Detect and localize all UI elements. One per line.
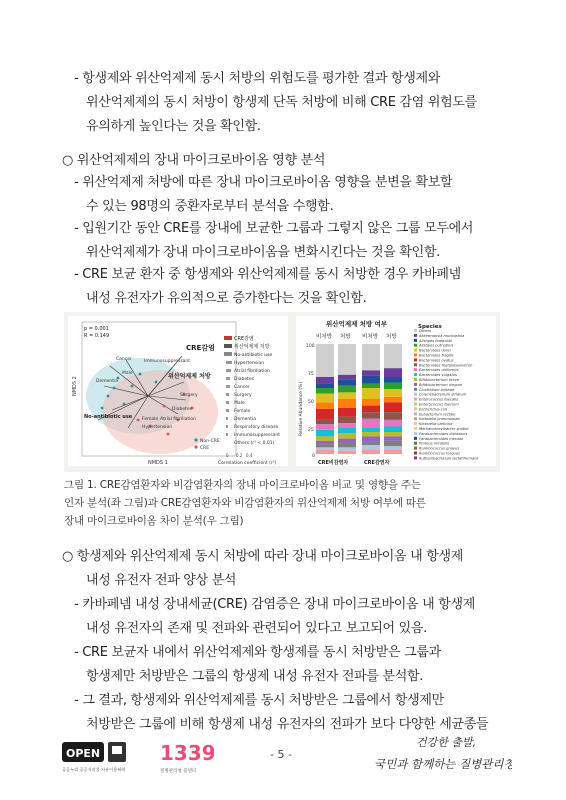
y-tick: 0 <box>312 454 315 459</box>
species-swatch <box>414 368 417 371</box>
bar-segment <box>316 409 334 420</box>
species-swatch <box>414 432 417 435</box>
bar-segment <box>338 399 356 408</box>
legend-item: No-antibiotic use <box>234 353 273 358</box>
bar-segment <box>338 443 356 447</box>
text-line: - 입원기간 동안 CRE를 장내에 보균한 그룹과 그렇지 않은 그룹 모두에서 <box>74 221 474 236</box>
figure-image <box>64 312 500 472</box>
factor-item: Diabetes <box>234 377 254 382</box>
arrow-label: Female <box>142 417 159 422</box>
open-license-badge <box>62 740 148 774</box>
bar-segment <box>362 406 380 413</box>
species-label: Bifidobacterium longum <box>419 382 463 387</box>
bar-segment <box>316 436 334 440</box>
text-line: - CRE 보균자 내에서 위산억제제와 항생제를 동시 처방받은 그룹과 <box>74 645 441 660</box>
bar-segment <box>384 427 402 433</box>
text-line: - 위산억제제 처방에 따른 장내 마이크로바이옴 영향을 분변을 확보할 <box>74 175 453 190</box>
species-label: Ruminococcus gnavus <box>419 446 460 451</box>
open-label: OPEN <box>66 747 101 760</box>
species-swatch <box>414 344 417 347</box>
bar-segment <box>362 344 380 370</box>
bar-segment <box>316 394 334 403</box>
text-line: 처방받은 그룹에 비해 항생제 내성 유전자의 전파가 보다 다양한 세균종들 <box>86 717 489 732</box>
species-swatch <box>414 407 417 410</box>
open-sub: 공공누리 공공저작물 자유이용허락 <box>62 767 126 772</box>
bar-segment <box>362 428 380 432</box>
factor-item: Respiratory disease <box>234 425 279 430</box>
legend-item: CRE감염 <box>234 336 254 342</box>
bar-segment <box>384 383 402 390</box>
col-label: 처방 <box>340 334 351 340</box>
section-heading: ○ 항생제와 위산억제제 동시 처방에 따라 장내 마이크로바이옴 내 항생제 <box>62 549 464 564</box>
text-line: 유의하게 높인다는 것을 확인함. <box>86 119 261 134</box>
bar-segment <box>384 412 402 420</box>
bar-segment <box>384 432 402 436</box>
species-swatch <box>414 417 417 420</box>
species-label: Escherichia coli <box>419 407 447 412</box>
bar-segment <box>316 388 334 394</box>
y-tick: 75 <box>308 372 314 377</box>
group-label: CRE비감염자 <box>318 460 349 466</box>
corr-tick: 0 <box>226 453 229 458</box>
caption-line: 장내 마이크로바이옴 차이 분석(우 그림) <box>64 515 244 527</box>
arrow-label: Diabetes <box>172 407 192 412</box>
arrow-label: Male <box>122 371 133 376</box>
species-label: Klebsiella pneumoniae <box>419 417 460 422</box>
species-label: Eubacterium rectale <box>419 412 456 417</box>
bar-segment <box>362 376 380 384</box>
species-swatch <box>414 349 417 352</box>
bar-segment <box>362 450 380 454</box>
factor-item: Dementia <box>234 417 257 422</box>
bar-segment <box>362 436 380 442</box>
text-line: 위산억제제의 동시 처방이 항생제 단독 처방에 비해 CRE 감염 위험도를 <box>86 95 477 110</box>
bar-segment <box>338 451 356 454</box>
bar-segment <box>362 432 380 436</box>
text-line: - 항생제와 위산억제제 동시 처방의 위험도를 평가한 결과 항생제와 <box>74 71 441 86</box>
col-label: 비처방 <box>316 334 332 340</box>
species-label: Enterococcus faecalis <box>419 397 458 402</box>
species-swatch <box>414 363 417 366</box>
cre-label: CRE감염 <box>186 344 215 352</box>
agency-slogan <box>372 728 512 780</box>
species-label: Alistipes putredinis <box>419 343 454 348</box>
species-swatch <box>414 334 417 337</box>
species-swatch <box>414 437 417 440</box>
species-label: Bacteroides vulgatus <box>419 373 457 378</box>
species-swatch <box>414 373 417 376</box>
bar-title: 위산억제제 처방 여부 <box>326 320 388 328</box>
text-line: - 카바페넴 내성 장내세균(CRE) 감염증은 장내 마이크로바이옴 내 항생제 <box>74 597 475 612</box>
bar-segment <box>384 389 402 397</box>
species-label: Corynebacterium striatum <box>419 392 467 397</box>
species-swatch <box>414 378 417 381</box>
bar-segment <box>384 377 402 383</box>
bar-segment <box>316 424 334 430</box>
corr-label: Correlation coefficient (r²) <box>218 461 277 466</box>
text-line: 수 있는 98명의 중환자로부터 분석을 수행함. <box>86 199 334 214</box>
factor-item: Others (r² < 0.01) <box>234 441 275 446</box>
bar-segment <box>362 419 380 428</box>
species-swatch <box>414 354 417 357</box>
logo-number: 1339 <box>160 741 214 765</box>
species-swatch <box>414 412 417 415</box>
bar-segment <box>316 444 334 447</box>
arrow-label: Immunosuppressant <box>144 359 191 364</box>
bar-segment <box>316 450 334 454</box>
species-swatch <box>414 447 417 450</box>
bar-segment <box>338 439 356 443</box>
bar-segment <box>338 408 356 417</box>
factor-item: Surgery <box>234 393 252 398</box>
bar-segment <box>338 392 356 399</box>
species-swatch <box>414 383 417 386</box>
y-tick: 25 <box>308 428 314 433</box>
bar-segment <box>362 388 380 399</box>
species-title: Species <box>418 324 442 330</box>
bar-segment <box>338 433 356 439</box>
arrow-label: Hypertension <box>142 425 173 430</box>
bar-segment <box>316 447 334 449</box>
species-swatch <box>414 339 417 342</box>
nmds-plot <box>68 316 288 466</box>
group-label: CRE감염자 <box>364 460 390 466</box>
species-swatch <box>414 442 417 445</box>
species-label: Others <box>419 329 432 333</box>
arrow-label: No-antibiotic use <box>84 414 133 420</box>
factor-item: Male <box>234 401 245 406</box>
species-label: Parabacteroides merdae <box>419 436 464 441</box>
stat-r: R = 0.149 <box>84 333 110 339</box>
bar-segment <box>362 412 380 419</box>
bar-segment <box>362 442 380 445</box>
page-number: - 5 - <box>270 748 292 761</box>
overlay-label: 위산억제제 처방 <box>168 373 211 380</box>
species-label: Alistipes finegoldii <box>419 338 452 343</box>
bar-segment <box>384 420 402 427</box>
species-label: Ruthenibacterium lactatiformans <box>419 456 479 461</box>
bar-segment <box>316 430 334 437</box>
arrow-label: Atrial fibrillation <box>160 417 196 422</box>
factor-item: Cancer <box>234 385 250 390</box>
factor-item: Female <box>234 409 251 414</box>
bar-segment <box>316 402 334 409</box>
bar-segment <box>362 445 380 449</box>
species-swatch <box>414 398 417 401</box>
bar-segment <box>362 384 380 388</box>
legend-item: 위산억제제 처방 <box>234 344 270 350</box>
bar-segment <box>316 384 334 388</box>
bar-segment <box>384 446 402 449</box>
bar-segment <box>338 428 356 434</box>
species-swatch <box>414 388 417 391</box>
text-line: - 그 결과, 항생제와 위산억제제를 동시 처방받은 그룹에서 항생제만 <box>74 693 444 708</box>
text-line: 항생제만 처방받은 그룹의 항생제 내성 유전자 전파를 분석함. <box>86 669 424 684</box>
bar-segment <box>338 375 356 379</box>
species-label: Bacteroides thetaiotaomicron <box>419 363 473 368</box>
bar-segment <box>338 423 356 427</box>
species-label: Ruminococcus torques <box>419 451 460 456</box>
group-legend: Non-CRE <box>200 439 220 444</box>
text-line: 내성 유전자의 존재 및 전파와 관련되어 있다고 보고되어 있음. <box>86 621 427 636</box>
y-axis-label: NMDS 2 <box>72 376 78 396</box>
bar-segment <box>316 441 334 444</box>
bar-segment <box>362 370 380 376</box>
bar-segment <box>384 402 402 412</box>
species-label: Methanobrevibacter smithii <box>419 427 469 431</box>
species-label: Clostridium bolteae <box>419 387 455 392</box>
caption-line: 그림 1. CRE감염환자와 비감염환자의 장내 마이크로바이옴 비교 및 영향을 주는 <box>64 479 421 491</box>
species-label: Bacteroides ovatus <box>419 358 454 363</box>
kdca-1339-logo <box>158 736 214 778</box>
slogan-line-1: 건강한 출발, <box>416 736 477 749</box>
bar-segment <box>338 379 356 386</box>
bar-segment <box>338 386 356 393</box>
bar-y-label: Relative Abundance (%) <box>299 381 304 436</box>
nmds-plot-panel <box>68 316 288 466</box>
species-label: Proteus mirabilis <box>419 441 450 446</box>
species-swatch <box>414 329 417 332</box>
bar-segment <box>316 377 334 384</box>
factor-item: Immunosuppressant <box>234 433 281 438</box>
section-heading: ○ 위산억제제의 장내 마이크로바이옴 영향 분석 <box>62 153 326 168</box>
bar-segment <box>384 441 402 447</box>
species-swatch <box>414 427 417 430</box>
bar-segment <box>384 397 402 403</box>
corr-tick: 0.4 <box>246 453 253 458</box>
species-label: Bacteroides fragilis <box>419 353 454 358</box>
text-line: 내성 유전자 전파 양상 분석 <box>86 573 237 588</box>
arrow-label: Dementia <box>96 379 119 384</box>
species-label: Parabacteroides distasonis <box>419 431 468 436</box>
slogan-line-2: 국민과 함께하는 질병관리청 <box>374 757 512 771</box>
x-axis-label: NMDS 1 <box>148 460 168 466</box>
species-swatch <box>414 403 417 406</box>
bar-segment <box>338 344 356 375</box>
text-line: 내성 유전자가 유의적으로 증가한다는 것을 확인함. <box>86 291 367 306</box>
col-label: 처방 <box>386 334 397 340</box>
bar-segment <box>338 417 356 424</box>
species-label: Enterococcus faecium <box>419 402 459 407</box>
caption-line: 인자 분석(좌 그림)과 CRE감염환자와 비감염환자의 위산억제제 처방 여부에 따른 <box>64 497 426 509</box>
species-swatch <box>414 393 417 396</box>
stacked-bar-panel <box>296 316 496 466</box>
corr-tick: 0.2 <box>236 453 243 458</box>
species-label: Klebsiella variicola <box>419 422 453 427</box>
col-label: 비처방 <box>362 334 378 340</box>
stat-p: p = 0.001 <box>84 326 109 332</box>
species-swatch <box>414 358 417 361</box>
species-label: Bacteroides dorei <box>419 348 451 353</box>
text-line: 위산억제제가 장내 마이크로바이옴을 변화시킨다는 것을 확인함. <box>86 245 440 260</box>
y-tick: 100 <box>306 344 315 349</box>
group-legend: CRE <box>200 446 210 451</box>
bar-segment <box>384 450 402 454</box>
bar-segment <box>338 447 356 450</box>
logo-sub: 질병관리청 콜센터 <box>160 769 197 774</box>
arrow-label: Cancer <box>116 357 132 362</box>
y-tick: 50 <box>308 400 314 405</box>
bar-segment <box>384 368 402 377</box>
bar-segment <box>384 436 402 440</box>
species-swatch <box>414 452 417 455</box>
arrow-label: Surgery <box>180 393 198 398</box>
text-line: - CRE 보균 환자 중 항생제와 위산억제제를 동시 처방한 경우 카바페넴 <box>74 267 461 282</box>
species-label: Bacteroides uniformis <box>419 368 459 373</box>
bar-segment <box>316 344 334 377</box>
bar-segment <box>362 399 380 406</box>
species-swatch <box>414 456 417 459</box>
species-label: Bifidobacterium breve <box>419 378 460 382</box>
bar-segment <box>316 420 334 424</box>
factor-item: Hypertension <box>234 361 265 366</box>
stacked-bar-plot <box>296 316 496 466</box>
species-label: Akkermansia muciniphila <box>419 333 465 338</box>
factor-item: Atrial fibrillation <box>234 369 270 374</box>
species-swatch <box>414 422 417 425</box>
bar-segment <box>384 344 402 368</box>
